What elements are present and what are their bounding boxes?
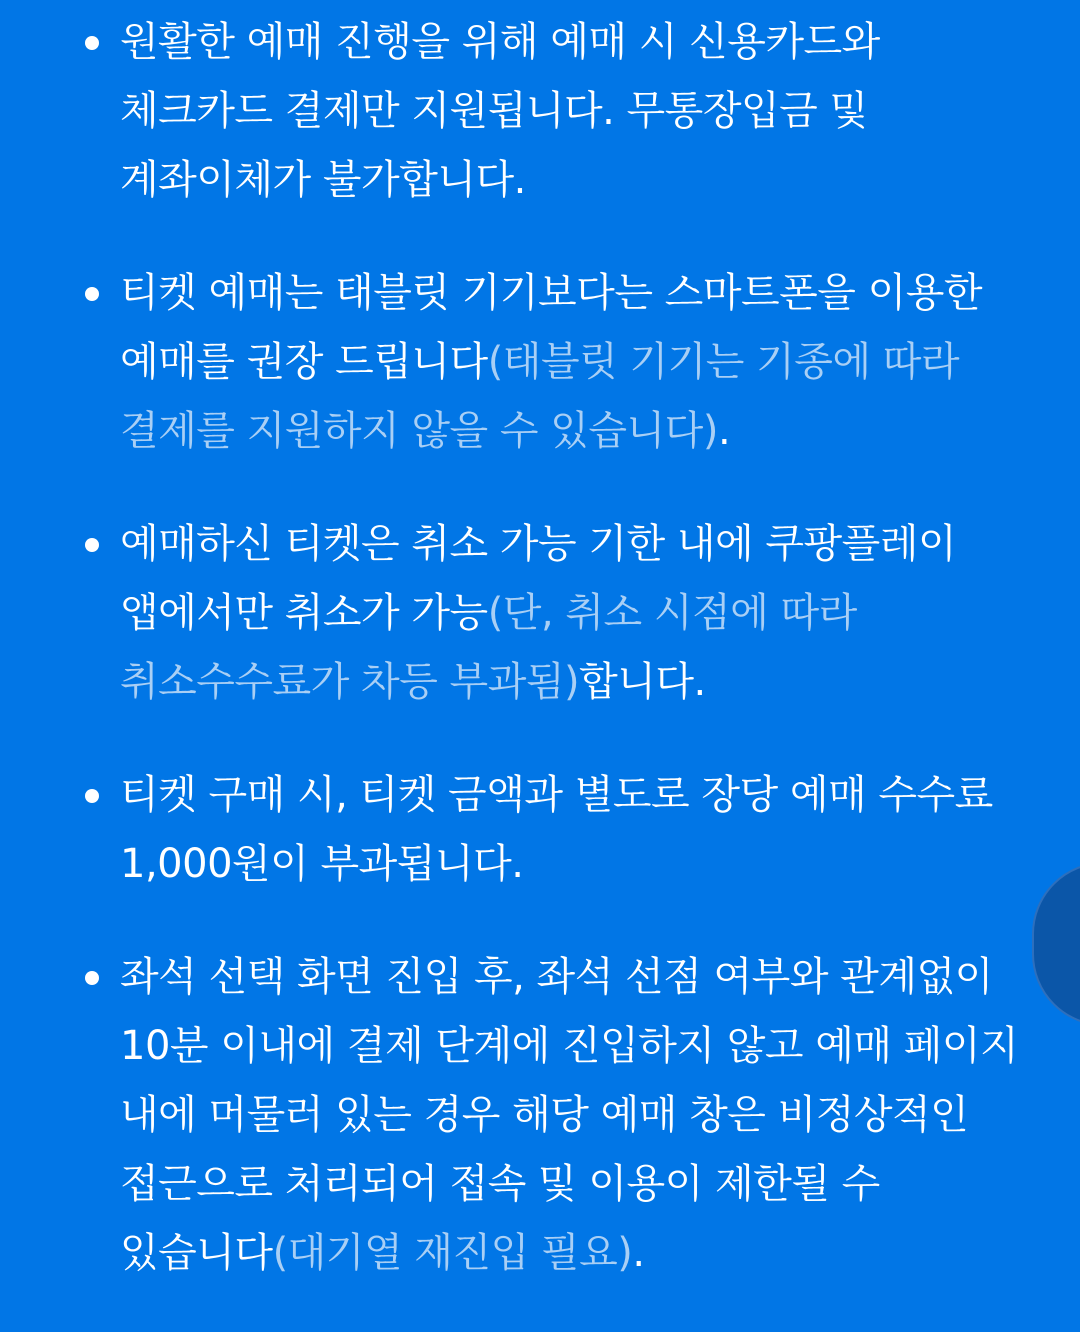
notice-text: 10분 이내에 결제 단계에 진입하지 않고 예매 페이지: [120, 1023, 1019, 1069]
notice-line: [120, 943, 1040, 1012]
notice-line: [120, 146, 1040, 215]
notice-line: [120, 830, 1040, 899]
notice-line: [120, 397, 1040, 466]
notice-line: [120, 510, 1040, 579]
notice-text: 예매를 권장 드립니다: [120, 339, 488, 385]
notice-text-muted: (대기열 재진입 필요): [272, 1230, 633, 1276]
notice-text: 합니다.: [579, 659, 706, 705]
notice-text: 있습니다: [120, 1230, 273, 1276]
notice-line: [120, 579, 1040, 648]
notice-line: [120, 8, 1040, 77]
bullet-dot-icon: [85, 789, 99, 803]
notice-text: 좌석 선택 화면 진입 후, 좌석 선점 여부와 관계없이: [120, 954, 993, 1000]
notice-item: [0, 943, 1080, 1288]
notice-text: 티켓 구매 시, 티켓 금액과 별도로 장당 예매 수수료: [120, 772, 993, 818]
notice-text-muted: (태블릿 기기는 기종에 따라: [487, 339, 959, 385]
notice-text: 1,000원이 부과됩니다.: [120, 841, 524, 887]
bullet-dot-icon: [85, 287, 99, 301]
notice-list: [0, 8, 1080, 1332]
notice-line: [120, 1150, 1040, 1219]
notice-item: [0, 761, 1080, 899]
notice-text-muted: (단, 취소 시점에 따라: [487, 590, 857, 636]
notice-text: 내에 머물러 있는 경우 해당 예매 창은 비정상적인: [120, 1092, 969, 1138]
notice-text: 티켓 예매는 태블릿 기기보다는 스마트폰을 이용한: [120, 270, 983, 316]
notice-line: [120, 1081, 1040, 1150]
notice-line: [120, 1012, 1040, 1081]
notice-text: 앱에서만 취소가 가능: [120, 590, 488, 636]
notice-text: 접근으로 처리되어 접속 및 이용이 제한될 수: [120, 1161, 880, 1207]
notice-text-muted: 취소수수료가 차등 부과됨): [120, 659, 580, 705]
bullet-dot-icon: [85, 538, 99, 552]
notice-text: 예매하신 티켓은 취소 가능 기한 내에 쿠팡플레이: [120, 521, 957, 567]
notice-text: .: [632, 1230, 645, 1276]
notice-line: [120, 1219, 1040, 1288]
notice-line: [120, 77, 1040, 146]
bullet-dot-icon: [85, 971, 99, 985]
bullet-dot-icon: [85, 36, 99, 50]
notice-text: 계좌이체가 불가합니다.: [120, 157, 526, 203]
notice-text: 체크카드 결제만 지원됩니다. 무통장입금 및: [120, 88, 868, 134]
notice-item: [0, 259, 1080, 466]
notice-line: [120, 648, 1040, 717]
notice-item: [0, 8, 1080, 215]
notice-line: [120, 259, 1040, 328]
notice-line: [120, 328, 1040, 397]
notice-text: 원활한 예매 진행을 위해 예매 시 신용카드와: [120, 19, 880, 65]
notice-text: .: [717, 408, 731, 454]
notice-text-muted: 결제를 지원하지 않을 수 있습니다): [120, 408, 718, 454]
notice-item: [0, 510, 1080, 717]
notice-line: [120, 761, 1040, 830]
